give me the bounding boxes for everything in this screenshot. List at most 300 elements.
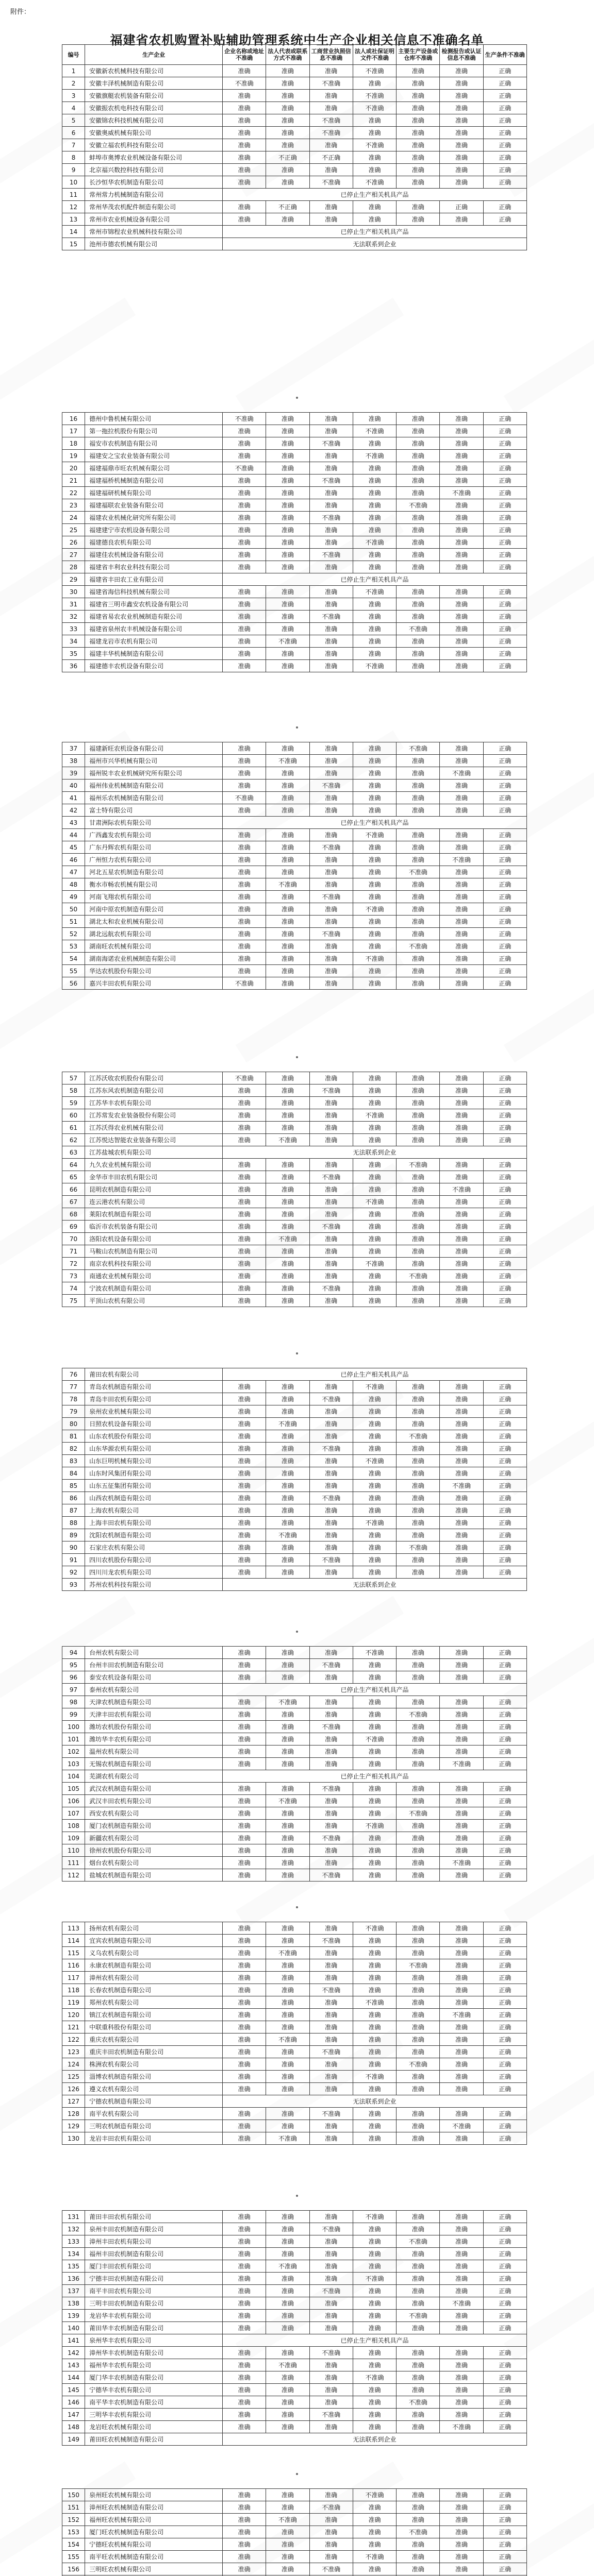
status-cell: 准确 (397, 586, 440, 598)
status-cell: 准确 (397, 1393, 440, 1405)
status-cell: 不准确 (440, 2297, 483, 2310)
status-cell: 准确 (309, 953, 353, 965)
status-cell: 准确 (353, 1844, 396, 1857)
company-name: 常州常力机械制造有限公司 (85, 189, 223, 201)
row-number: 123 (62, 2046, 85, 2058)
status-cell: 不准确 (309, 1832, 353, 1844)
status-cell: 准确 (223, 1196, 266, 1208)
row-number: 19 (62, 450, 85, 462)
status-cell: 不准确 (353, 65, 396, 77)
page-separator-dot (296, 2473, 298, 2475)
status-cell: 不准确 (353, 1109, 396, 1122)
status-cell: 准确 (397, 829, 440, 841)
status-cell: 准确 (440, 2211, 483, 2223)
status-cell: 准确 (309, 2021, 353, 2033)
table-row (62, 1233, 527, 1245)
table-row (62, 1671, 527, 1684)
status-cell: 正确 (483, 2235, 526, 2248)
table-row (62, 648, 527, 660)
status-cell: 准确 (266, 977, 309, 990)
table-row (62, 2409, 527, 2421)
status-cell: 准确 (440, 1795, 483, 1807)
status-cell: 准确 (397, 1972, 440, 1984)
status-cell: 准确 (309, 660, 353, 672)
row-number: 49 (62, 891, 85, 903)
status-cell: 准确 (440, 623, 483, 635)
merged-remark: 已停止生产相关机具产品 (223, 1770, 527, 1783)
status-cell: 不准确 (309, 2223, 353, 2235)
status-cell: 准确 (309, 2489, 353, 2501)
status-cell: 正确 (483, 1122, 526, 1134)
status-cell: 准确 (353, 437, 396, 450)
row-number: 118 (62, 1984, 85, 1996)
table-row (62, 127, 527, 139)
status-cell: 准确 (223, 1947, 266, 1959)
status-cell: 不正确 (266, 151, 309, 164)
status-cell: 正确 (483, 2071, 526, 2083)
column-header: 检测报告或认证信息不准确 (440, 45, 483, 65)
status-cell: 准确 (223, 1935, 266, 1947)
company-name: 日照农机设备有限公司 (85, 1418, 223, 1430)
status-cell: 正确 (483, 1418, 526, 1430)
status-cell: 正确 (483, 139, 526, 151)
status-cell: 准确 (266, 561, 309, 573)
status-cell: 准确 (397, 151, 440, 164)
status-cell: 准确 (397, 1869, 440, 1882)
status-cell: 准确 (223, 2071, 266, 2083)
status-cell: 准确 (266, 164, 309, 176)
table-row (62, 1393, 527, 1405)
table-row (62, 2433, 527, 2446)
row-number: 42 (62, 804, 85, 817)
status-cell: 准确 (223, 2120, 266, 2132)
table-row (62, 549, 527, 561)
company-name: 江苏沃收农机股份有限公司 (85, 1072, 223, 1084)
status-cell: 准确 (440, 77, 483, 90)
status-cell: 不准确 (397, 1959, 440, 1972)
status-cell: 准确 (353, 648, 396, 660)
status-cell: 准确 (266, 648, 309, 660)
row-number: 8 (62, 151, 85, 164)
status-cell: 准确 (309, 1418, 353, 1430)
company-name: 漳州丰田农机有限公司 (85, 2235, 223, 2248)
status-cell: 准确 (309, 742, 353, 755)
status-cell: 正确 (483, 2409, 526, 2421)
status-cell: 准确 (223, 611, 266, 623)
status-cell: 准确 (309, 139, 353, 151)
status-cell: 准确 (223, 1492, 266, 1504)
status-cell: 准确 (353, 164, 396, 176)
status-cell: 准确 (309, 2538, 353, 2551)
status-cell: 准确 (223, 1405, 266, 1418)
status-cell: 准确 (440, 1869, 483, 1882)
row-number: 136 (62, 2273, 85, 2285)
status-cell: 正确 (483, 425, 526, 437)
table-row (62, 1208, 527, 1221)
status-cell: 准确 (266, 2563, 309, 2575)
status-cell: 准确 (440, 437, 483, 450)
status-cell: 正确 (483, 953, 526, 965)
status-cell: 不准确 (397, 1708, 440, 1721)
status-cell: 准确 (266, 2409, 309, 2421)
status-cell: 准确 (266, 213, 309, 226)
status-cell: 准确 (266, 2273, 309, 2285)
status-cell: 准确 (440, 1097, 483, 1109)
row-number: 37 (62, 742, 85, 755)
company-name: 福州锐丰农业机械研究所有限公司 (85, 767, 223, 779)
status-cell: 准确 (397, 878, 440, 891)
status-cell: 不准确 (266, 2514, 309, 2526)
status-cell: 正确 (483, 2046, 526, 2058)
status-cell: 准确 (440, 499, 483, 512)
status-cell: 准确 (266, 2120, 309, 2132)
status-cell: 准确 (440, 1820, 483, 1832)
status-cell: 准确 (266, 1196, 309, 1208)
status-cell: 正确 (483, 1196, 526, 1208)
status-cell: 准确 (397, 1134, 440, 1146)
table-row (62, 866, 527, 878)
status-cell: 准确 (223, 1393, 266, 1405)
status-cell: 不准确 (397, 742, 440, 755)
status-cell: 正确 (483, 2083, 526, 2095)
status-cell: 准确 (397, 903, 440, 916)
status-cell: 正确 (483, 1869, 526, 1882)
row-number: 55 (62, 965, 85, 977)
row-number: 96 (62, 1671, 85, 1684)
status-cell: 准确 (440, 524, 483, 536)
company-name: 重庆农机有限公司 (85, 2033, 223, 2046)
status-cell: 准确 (353, 512, 396, 524)
status-cell: 准确 (309, 1504, 353, 1517)
status-cell: 准确 (223, 2297, 266, 2310)
status-cell: 准确 (353, 1159, 396, 1171)
status-cell: 准确 (266, 1869, 309, 1882)
column-header: 生产条件不准确 (483, 45, 526, 65)
row-number: 78 (62, 1393, 85, 1405)
status-cell: 准确 (440, 2021, 483, 2033)
status-cell: 准确 (223, 127, 266, 139)
status-cell: 准确 (440, 779, 483, 792)
status-cell: 准确 (353, 1659, 396, 1671)
company-name: 南平农机有限公司 (85, 2108, 223, 2120)
company-name: 安徽新农机械科技有限公司 (85, 65, 223, 77)
status-cell: 准确 (440, 1393, 483, 1405)
table-row (62, 1368, 527, 1381)
status-cell: 准确 (353, 916, 396, 928)
row-number: 61 (62, 1122, 85, 1134)
status-cell: 正确 (483, 854, 526, 866)
merged-remark: 已停止生产相关机具产品 (223, 817, 527, 829)
company-name: 长春农机制造有限公司 (85, 1984, 223, 1996)
status-cell: 不准确 (266, 1795, 309, 1807)
status-cell: 准确 (309, 1922, 353, 1935)
company-name: 泉州华丰农机有限公司 (85, 2334, 223, 2347)
table-row (62, 1146, 527, 1159)
status-cell: 准确 (353, 841, 396, 854)
merged-remark: 无法联系到企业 (223, 1146, 527, 1159)
company-name: 石家庄农机有限公司 (85, 1541, 223, 1554)
status-cell: 准确 (223, 891, 266, 903)
company-name: 武汉农机制造有限公司 (85, 1783, 223, 1795)
status-cell: 准确 (397, 90, 440, 102)
status-cell: 准确 (223, 866, 266, 878)
status-cell: 准确 (223, 2489, 266, 2501)
status-cell: 准确 (266, 2009, 309, 2021)
row-number: 117 (62, 1972, 85, 1984)
row-number: 107 (62, 1807, 85, 1820)
status-cell: 准确 (353, 2347, 396, 2359)
row-number: 127 (62, 2095, 85, 2108)
table-row (62, 2526, 527, 2538)
status-cell: 正确 (483, 151, 526, 164)
status-cell: 不准确 (440, 767, 483, 779)
status-cell: 准确 (309, 2235, 353, 2248)
company-name: 湖北远航农机有限公司 (85, 928, 223, 940)
info-table-segment (62, 44, 527, 250)
status-cell: 准确 (309, 1844, 353, 1857)
status-cell: 准确 (309, 1820, 353, 1832)
status-cell: 准确 (397, 767, 440, 779)
table-row (62, 1647, 527, 1659)
status-cell: 正确 (483, 1972, 526, 1984)
status-cell: 准确 (353, 1393, 396, 1405)
status-cell: 准确 (397, 598, 440, 611)
status-cell: 准确 (309, 1959, 353, 1972)
status-cell: 准确 (309, 561, 353, 573)
row-number: 35 (62, 648, 85, 660)
status-cell: 不准确 (440, 1183, 483, 1196)
status-cell: 准确 (266, 1566, 309, 1579)
company-name: 宁德丰田农机制造有限公司 (85, 2273, 223, 2285)
row-number: 6 (62, 127, 85, 139)
status-cell: 准确 (309, 164, 353, 176)
row-number: 86 (62, 1492, 85, 1504)
table-row (62, 2359, 527, 2371)
status-cell: 不准确 (353, 1455, 396, 1467)
status-cell: 准确 (223, 1418, 266, 1430)
status-cell: 不准确 (266, 2132, 309, 2145)
company-name: 福州乐农机械制造有限公司 (85, 792, 223, 804)
status-cell: 准确 (440, 2396, 483, 2409)
status-cell: 准确 (440, 1922, 483, 1935)
row-number: 115 (62, 1947, 85, 1959)
status-cell: 正确 (483, 114, 526, 127)
company-name: 龙岩旺农机械有限公司 (85, 2421, 223, 2433)
status-cell: 准确 (353, 623, 396, 635)
status-cell: 正确 (483, 635, 526, 648)
status-cell: 准确 (223, 65, 266, 77)
status-cell: 准确 (440, 2033, 483, 2046)
status-cell: 准确 (223, 2322, 266, 2334)
row-number: 112 (62, 1869, 85, 1882)
company-name: 漳州农机有限公司 (85, 1972, 223, 1984)
status-cell: 准确 (353, 1783, 396, 1795)
table-row (62, 779, 527, 792)
status-cell: 准确 (223, 2021, 266, 2033)
company-name: 洛阳农机设备有限公司 (85, 1233, 223, 1245)
status-cell: 准确 (266, 2285, 309, 2297)
status-cell: 准确 (266, 1922, 309, 1935)
table-row (62, 2551, 527, 2563)
status-cell: 准确 (309, 1270, 353, 1282)
row-number: 76 (62, 1368, 85, 1381)
merged-remark: 已停止生产相关机具产品 (223, 189, 527, 201)
table-row (62, 1844, 527, 1857)
status-cell: 准确 (397, 102, 440, 114)
table-row (62, 1947, 527, 1959)
status-cell: 正确 (483, 1245, 526, 1258)
row-number: 73 (62, 1270, 85, 1282)
status-cell: 准确 (309, 1295, 353, 1307)
status-cell: 不准确 (397, 1159, 440, 1171)
status-cell: 准确 (397, 2285, 440, 2297)
status-cell: 准确 (223, 878, 266, 891)
row-number: 58 (62, 1084, 85, 1097)
status-cell: 准确 (266, 1647, 309, 1659)
status-cell: 准确 (397, 1467, 440, 1480)
status-cell: 不准确 (353, 2551, 396, 2563)
status-cell: 准确 (353, 767, 396, 779)
table-row (62, 462, 527, 474)
status-cell: 准确 (353, 1405, 396, 1418)
row-number: 124 (62, 2058, 85, 2071)
status-cell: 准确 (309, 804, 353, 817)
status-cell: 准确 (223, 1233, 266, 1245)
row-number: 90 (62, 1541, 85, 1554)
company-name: 武汉丰田农机有限公司 (85, 1795, 223, 1807)
status-cell: 正确 (483, 1159, 526, 1171)
table-row (62, 1097, 527, 1109)
status-cell: 准确 (397, 1443, 440, 1455)
status-cell: 准确 (266, 1084, 309, 1097)
status-cell: 不准确 (309, 1554, 353, 1566)
status-cell: 准确 (266, 903, 309, 916)
status-cell: 准确 (440, 2046, 483, 2058)
row-number: 104 (62, 1770, 85, 1783)
status-cell: 准确 (440, 1504, 483, 1517)
status-cell: 准确 (397, 2083, 440, 2095)
company-name: 泰州农机有限公司 (85, 1684, 223, 1696)
table-row (62, 1984, 527, 1996)
row-number: 7 (62, 139, 85, 151)
status-cell: 准确 (309, 829, 353, 841)
status-cell: 准确 (309, 903, 353, 916)
row-number: 11 (62, 189, 85, 201)
status-cell: 准确 (266, 804, 309, 817)
status-cell: 正确 (483, 474, 526, 487)
status-cell: 准确 (397, 2551, 440, 2563)
company-name: 广东丹辉农机有限公司 (85, 841, 223, 854)
status-cell: 准确 (223, 2409, 266, 2421)
status-cell: 准确 (309, 1541, 353, 1554)
status-cell: 准确 (353, 854, 396, 866)
status-cell: 准确 (440, 1405, 483, 1418)
company-name: 临沂市农机装备有限公司 (85, 1221, 223, 1233)
status-cell: 准确 (440, 1196, 483, 1208)
company-name: 福建德良农机有限公司 (85, 536, 223, 549)
status-cell: 准确 (223, 1221, 266, 1233)
status-cell: 准确 (309, 1566, 353, 1579)
page-separator-dot (296, 1906, 298, 1908)
status-cell: 正确 (483, 1504, 526, 1517)
status-cell: 准确 (223, 854, 266, 866)
status-cell: 正确 (483, 1480, 526, 1492)
status-cell: 准确 (266, 1820, 309, 1832)
table-row (62, 916, 527, 928)
status-cell: 准确 (353, 779, 396, 792)
row-number: 33 (62, 623, 85, 635)
status-cell: 准确 (266, 2046, 309, 2058)
status-cell: 正确 (483, 866, 526, 878)
row-number: 59 (62, 1097, 85, 1109)
status-cell: 准确 (397, 1758, 440, 1770)
status-cell: 准确 (223, 102, 266, 114)
status-cell: 准确 (397, 2409, 440, 2421)
status-cell: 准确 (223, 1721, 266, 1733)
table-row (62, 238, 527, 250)
status-cell: 准确 (266, 1745, 309, 1758)
status-cell: 准确 (266, 1733, 309, 1745)
table-row (62, 164, 527, 176)
status-cell: 准确 (223, 90, 266, 102)
company-name: 南通农业机械有限公司 (85, 1270, 223, 1282)
status-cell: 准确 (397, 1418, 440, 1430)
info-table-segment (62, 1646, 527, 1882)
status-cell: 准确 (266, 2021, 309, 2033)
table-row (62, 176, 527, 189)
status-cell: 正确 (483, 65, 526, 77)
status-cell: 准确 (440, 2285, 483, 2297)
status-cell: 准确 (353, 2132, 396, 2145)
status-cell: 准确 (440, 1455, 483, 1467)
status-cell: 正确 (483, 792, 526, 804)
status-cell: 准确 (397, 2108, 440, 2120)
table-row (62, 804, 527, 817)
status-cell: 准确 (440, 829, 483, 841)
table-row (62, 512, 527, 524)
table-row (62, 536, 527, 549)
status-cell: 正确 (483, 561, 526, 573)
table-row (62, 1405, 527, 1418)
table-row (62, 2058, 527, 2071)
status-cell: 准确 (440, 1159, 483, 1171)
row-number: 92 (62, 1566, 85, 1579)
status-cell: 准确 (266, 2347, 309, 2359)
status-cell: 准确 (397, 2009, 440, 2021)
table-row (62, 891, 527, 903)
status-cell: 正确 (483, 767, 526, 779)
status-cell: 不准确 (266, 1134, 309, 1146)
status-cell: 准确 (440, 102, 483, 114)
row-number: 41 (62, 792, 85, 804)
row-number: 114 (62, 1935, 85, 1947)
row-number: 105 (62, 1783, 85, 1795)
status-cell: 准确 (223, 561, 266, 573)
row-number: 98 (62, 1696, 85, 1708)
status-cell: 准确 (223, 767, 266, 779)
watermark-mark (504, 298, 594, 414)
status-cell: 准确 (440, 965, 483, 977)
company-name: 安徽丰泽机械制造有限公司 (85, 77, 223, 90)
status-cell: 准确 (309, 1758, 353, 1770)
status-cell: 准确 (440, 1233, 483, 1245)
status-cell: 准确 (440, 1084, 483, 1097)
table-row (62, 2046, 527, 2058)
column-header: 企业名称或地址不准确 (223, 45, 266, 65)
status-cell: 准确 (309, 586, 353, 598)
status-cell: 准确 (266, 1708, 309, 1721)
status-cell: 准确 (440, 977, 483, 990)
